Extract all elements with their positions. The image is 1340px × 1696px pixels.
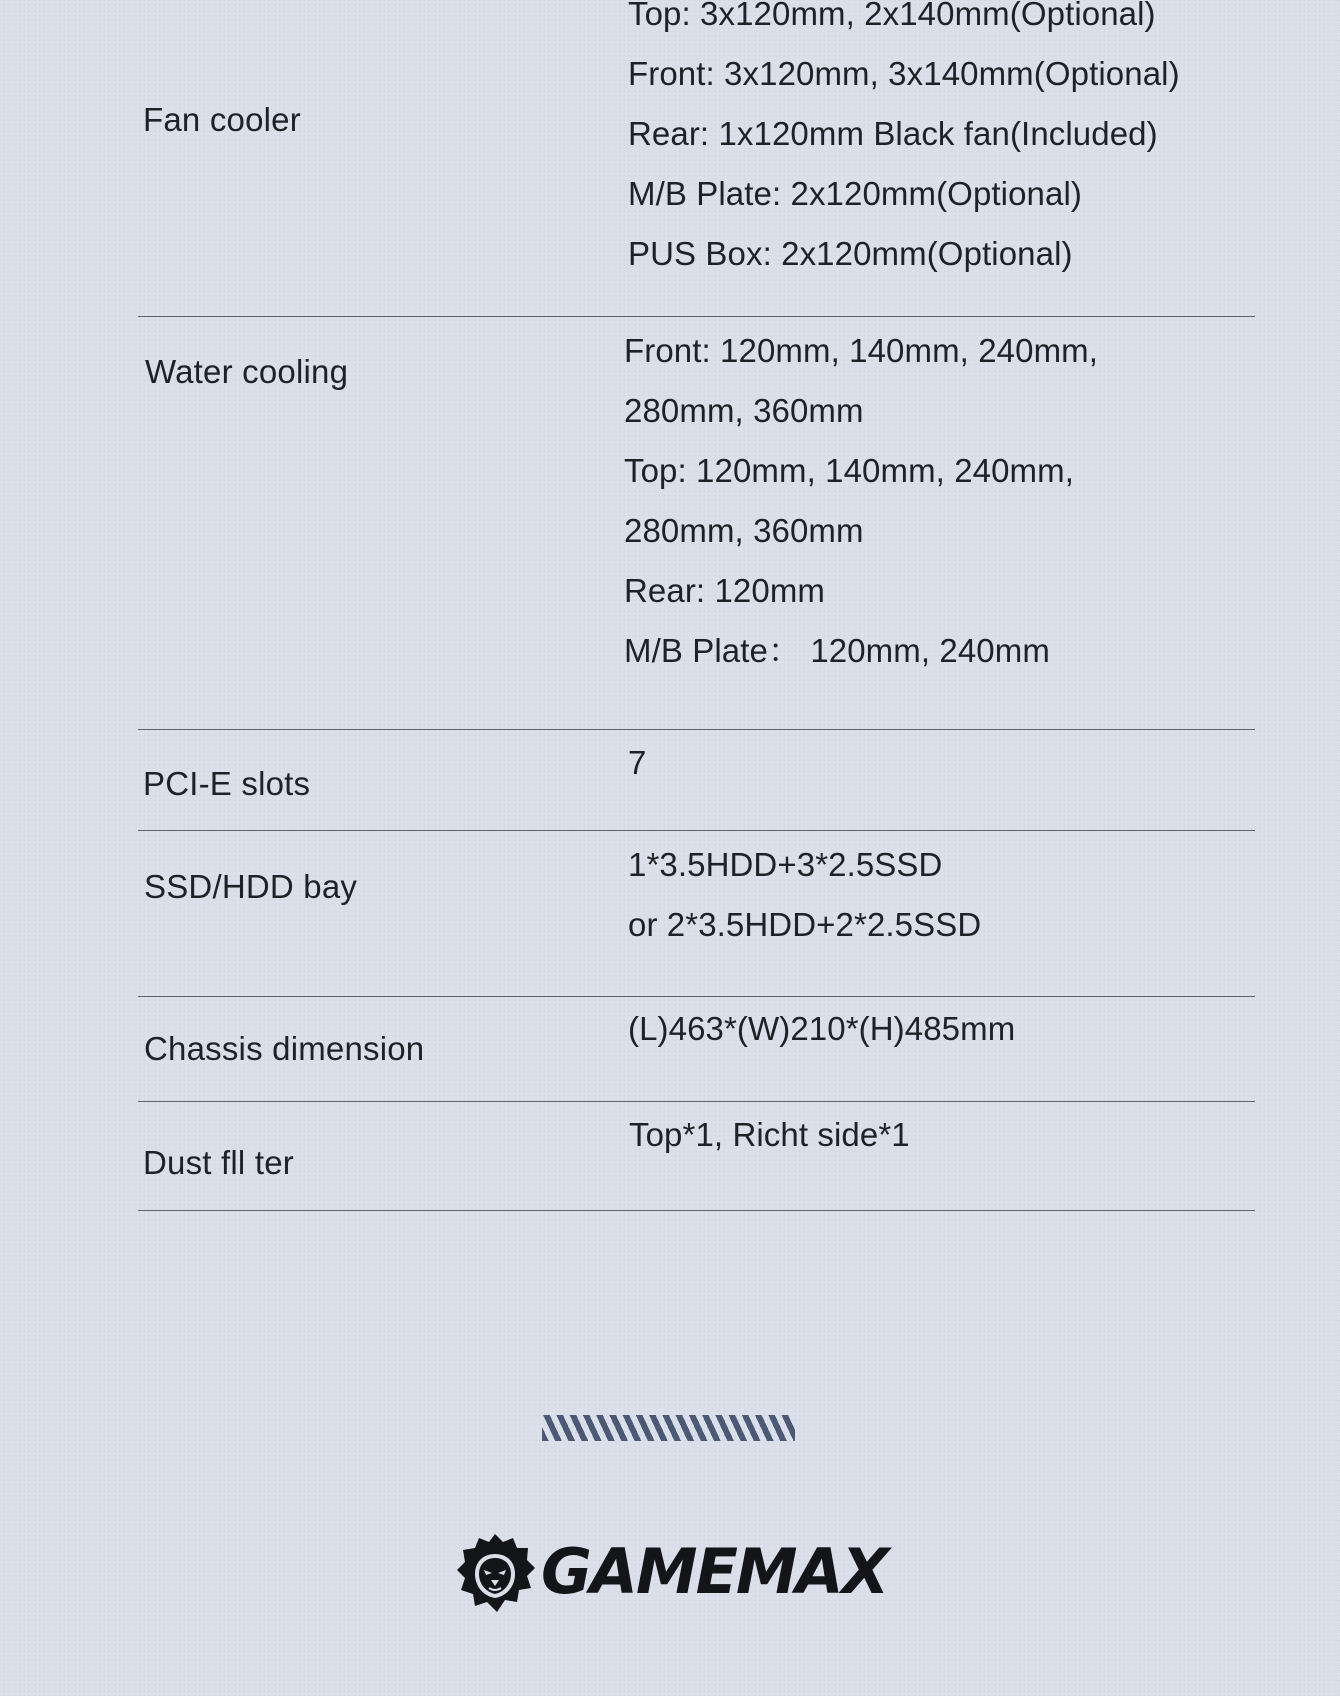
spec-value-line: M/B Plate： 120mm, 240mm (624, 632, 1050, 669)
spec-value-line: Rear: 1x120mm Black fan(Included) (628, 115, 1158, 152)
spec-value-line: 1*3.5HDD+3*2.5SSD (628, 846, 943, 883)
spec-values (628, 0, 1180, 284)
lion-head-icon (455, 1532, 535, 1614)
spec-label: Water cooling (145, 353, 349, 390)
brand-wordmark: GAMEMAX (541, 1535, 888, 1608)
spec-values (628, 999, 1015, 1059)
diagonal-stripes-decoration (542, 1415, 795, 1441)
spec-values (629, 1105, 910, 1165)
spec-values (624, 321, 1098, 681)
spec-row-dust-filter (138, 1102, 1255, 1211)
spec-value-line: Top: 120mm, 140mm, 240mm, (624, 452, 1074, 489)
spec-values (628, 733, 646, 793)
spec-value-line: 280mm, 360mm (624, 512, 864, 549)
spec-row-water-cooling (138, 317, 1255, 730)
spec-row-fan-cooler (138, 0, 1255, 317)
spec-label: PCI-E slots (143, 765, 311, 802)
spec-label: Dust fll ter (143, 1144, 294, 1181)
spec-values (628, 835, 981, 955)
spec-row-ssd-hdd-bay (138, 831, 1255, 997)
spec-label: SSD/HDD bay (144, 868, 358, 905)
spec-label: Fan cooler (143, 101, 301, 138)
spec-value-line: or 2*3.5HDD+2*2.5SSD (628, 906, 982, 943)
spec-value-line: M/B Plate: 2x120mm(Optional) (628, 175, 1082, 212)
spec-value-line: Front: 120mm, 140mm, 240mm, (624, 332, 1099, 369)
spec-value-line: Front: 3x120mm, 3x140mm(Optional) (628, 55, 1180, 92)
spec-value-line: 7 (628, 744, 647, 781)
spec-value-line: Top: 3x120mm, 2x140mm(Optional) (628, 0, 1156, 32)
spec-label: Chassis dimension (144, 1030, 425, 1067)
spec-value-line: PUS Box: 2x120mm(Optional) (628, 235, 1073, 272)
spec-value-line: Rear: 120mm (624, 572, 826, 609)
spec-row-chassis-dimension (138, 997, 1255, 1102)
spec-value-line: (L)463*(W)210*(H)485mm (628, 1010, 1016, 1047)
spec-value-line: 280mm, 360mm (624, 392, 864, 429)
brand-logo (455, 1532, 888, 1616)
spec-row-pcie-slots (138, 730, 1255, 831)
spec-value-line: Top*1, Richt side*1 (629, 1116, 910, 1153)
